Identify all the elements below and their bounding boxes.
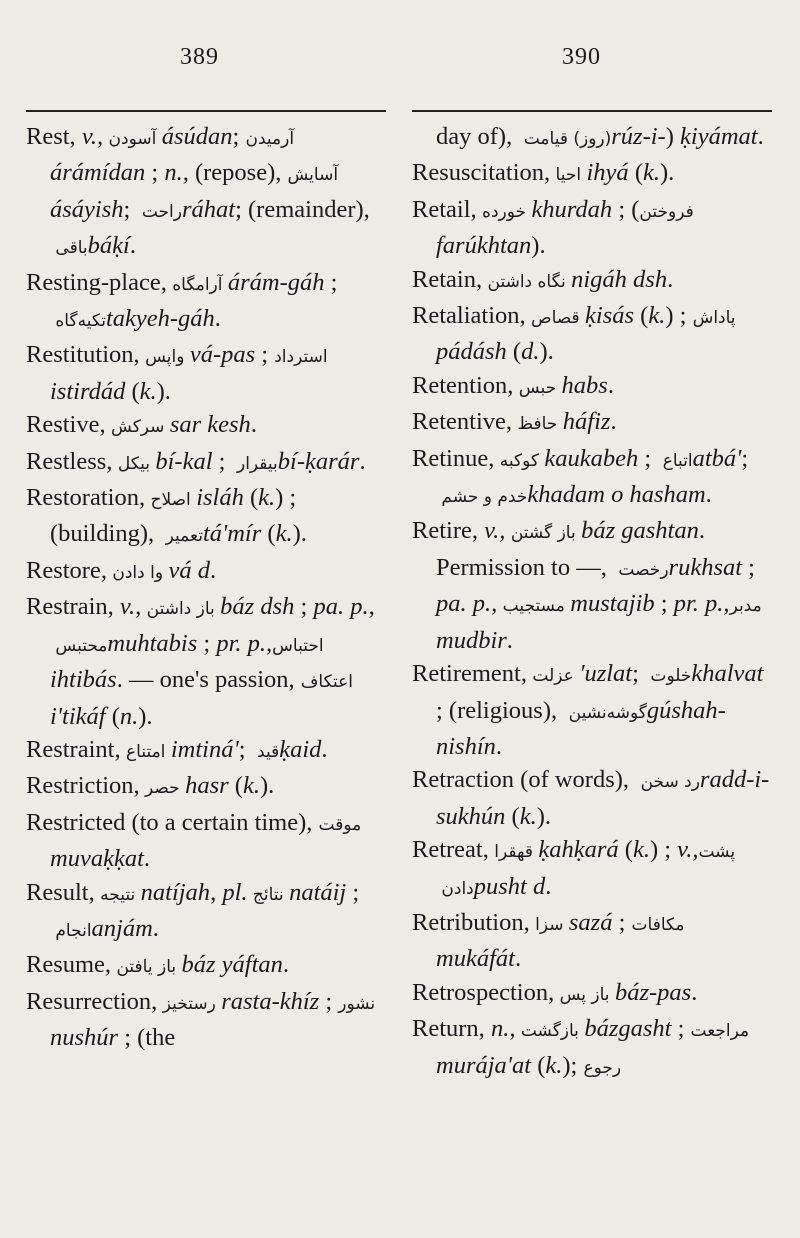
persian-script: تکیه‌گاه [50,311,106,332]
entry-text: ); [562,1051,584,1079]
transliteration: radd-i-sukhún [436,766,770,830]
entry-text: . [705,481,712,509]
transliteration: ḳiyámat [680,123,758,150]
entry-text: ( [243,484,259,512]
transliteration: d. [521,338,540,366]
entry-headword: Retail, [412,195,477,223]
entry-text: ; [638,444,658,472]
entry-text: . [282,951,290,979]
persian-script: بیکل [112,453,156,474]
entry-text: ). [659,159,675,187]
transliteration: ásáyish [50,195,124,223]
entry-headword: Retire, [412,517,478,545]
entry-text: . [667,265,674,293]
entry-text: (of words), [514,766,636,794]
transliteration: i'tikáf [50,702,106,730]
transliteration: ásúdan [161,123,233,150]
transliteration: k. [632,836,650,864]
entry-text: (to a certain time), [125,808,319,836]
persian-script: رجوع [583,1057,622,1078]
entry-text: day of), [436,123,519,150]
entry-text: ; [632,660,646,688]
entry-text: . — one's passion, [116,666,301,694]
entry-text: ; [319,987,339,1015]
dictionary-entry [26,876,388,949]
entry-headword: Retentive, [412,408,513,436]
entry-text: (repose), [188,159,288,187]
entry-headword: Resurrection, [26,987,158,1015]
persian-script: اعتکاف [300,672,353,693]
transliteration: pl. [222,878,248,906]
persian-script: باز یافتن [111,957,182,978]
transliteration: n., [484,1015,516,1043]
persian-script: پشت دادن [436,842,741,899]
transliteration: gúshah-nishín [436,696,726,760]
transliteration: sazá [568,908,613,936]
dictionary-entry [26,769,388,805]
persian-script: راحت [136,201,182,222]
persian-script: نشور [338,993,376,1014]
dictionary-entry [412,299,774,369]
entry-text: ( [125,377,140,405]
dictionary-entry [412,514,774,657]
transliteration: khadam o hasham [527,481,706,509]
entry-text: ; (remainder), [235,195,370,223]
header-rule-right [412,110,772,112]
dictionary-entry [412,906,774,976]
transliteration: bázgasht [584,1015,672,1043]
dictionary-entry [412,263,774,299]
persian-script: حافظ [512,414,563,435]
entry-text: . [506,626,513,654]
transliteration: sar kesh [169,411,251,439]
persian-script: باقی [50,238,88,259]
transliteration: k. [648,302,666,330]
entry-text: . [143,845,150,873]
persian-script: استرداد [274,347,328,368]
entry-text: . [214,305,221,333]
entry-text: ( [505,802,520,830]
transliteration: natáij [289,878,347,906]
dictionary-entry [26,948,388,984]
entry-text: ; [145,159,165,187]
transliteration: atbá' [692,444,742,472]
transliteration: k. [545,1051,563,1079]
entry-text: . [152,914,159,942]
persian-script: واپس [139,347,190,368]
entry-headword: Restrain, [26,593,114,621]
transliteration: bí-ḳarár [277,447,360,475]
dictionary-entry [26,590,388,733]
transliteration: mudbir [436,626,507,654]
right-column [412,120,774,1085]
persian-script: قیامت [518,129,568,149]
transliteration: takyeh-gáh [105,305,215,333]
entry-text: ). [539,338,554,366]
entry-headword: Resuscitation, [412,159,551,187]
entry-text: . [129,232,136,260]
persian-script: باز داشتن [141,599,221,620]
entry-text: ; [294,593,314,621]
entry-text: ( [531,1051,546,1079]
persian-script: مکافات [631,914,685,935]
transliteration: báz gashtan [581,517,699,545]
transliteration: khurdah [531,195,613,223]
persian-script: مستجیب [497,596,571,617]
persian-script: محتبس [50,635,108,656]
transliteration: muvaḳḳat [50,845,144,873]
persian-script: رخصت [612,559,669,580]
entry-text: ; [671,1015,691,1043]
entry-text: . [209,556,217,584]
transliteration: mukáfát [436,945,515,973]
transliteration: pádásh [436,338,507,366]
persian-script: قید [251,741,280,762]
entry-text: ( [105,702,120,730]
entry-headword: Result, [26,878,95,906]
persian-script: قصاص [525,308,586,329]
transliteration: vá d [168,556,210,584]
transliteration: imtiná' [170,735,239,763]
persian-script: سزا [529,914,569,935]
transliteration: ihtibás [50,666,117,694]
transliteration: k. [519,802,537,830]
persian-script: امتناع [120,741,171,762]
transliteration: tá'mír [202,520,262,548]
entry-text: ( [228,772,243,800]
persian-script: احیا [550,165,587,186]
entry-text: . [757,123,764,150]
dictionary-entry [26,408,388,444]
entry-text: ; [741,444,749,472]
persian-script: آرمیدن [245,129,295,149]
persian-script: تعمیر [160,526,203,547]
dictionary-entry [26,985,388,1055]
transliteration: ráhat [181,195,236,223]
transliteration: báz-pas [614,978,692,1006]
dictionary-entry [26,806,388,876]
transliteration: rúz-i- [611,123,666,150]
entry-headword: Resume, [26,951,112,979]
persian-script: نتیجه [94,884,141,905]
dictionary-entry [26,120,388,266]
transliteration: pr. p., [216,629,273,657]
dictionary-entry [412,405,774,441]
transliteration: muhtabis [107,629,198,657]
persian-script: خدم و حشم [436,487,528,508]
transliteration: v., [478,517,506,545]
persian-script: بیقرار [231,453,278,474]
entry-text: . [545,872,552,900]
transliteration: khalvat [691,660,764,688]
dictionary-entry [412,763,774,833]
entry-text: ). [138,702,153,730]
transliteration: nigáh dsh [571,265,668,293]
transliteration: báz dsh [220,593,295,621]
persian-script: سرکش [105,417,170,438]
transliteration: istirdád [50,377,126,405]
transliteration: ḳahḳará [538,836,619,864]
transliteration: hasr [185,772,229,800]
entry-text: . [495,732,503,760]
entry-headword: Retribution, [412,908,530,936]
transliteration: n. [119,702,139,730]
entry-headword: Retrospection, [412,978,555,1006]
persian-script: حصر [139,778,186,799]
entry-text: ) ; [665,302,693,330]
dictionary-entry [412,156,774,192]
persian-script: اصلاح [145,490,197,511]
entry-text: ; [742,553,755,581]
dictionary-entry [26,481,388,554]
dictionary-entry [26,266,388,339]
transliteration: kaukabeh [544,444,639,472]
dictionary-entry [26,733,388,769]
entry-text: ). [531,232,546,260]
entry-text: ; ( [612,195,640,223]
dictionary-entry [412,833,774,906]
entry-headword: Restitution, [26,341,140,369]
persian-script: موقت [318,814,362,835]
persian-script: خورده [476,201,532,222]
dictionary-entry [412,976,774,1012]
entry-headword: Restriction, [26,772,140,800]
entry-text: ; (the [118,1024,176,1052]
entry-text: , [210,878,223,906]
persian-script: فروختن [639,201,694,222]
transliteration: k. [275,520,293,548]
transliteration: rasta-khíz [221,987,320,1015]
entry-text: ) [665,123,681,150]
transliteration: 'uzlat [579,660,633,688]
entry-headword: Return, [412,1015,485,1043]
entry-text: . [691,978,698,1006]
entry-text: ; [232,123,246,150]
persian-script: باز گشتن [505,523,582,544]
entry-headword: Restive, [26,411,106,439]
dictionary-entry [26,554,388,590]
entry-text: . Permission to —, [436,517,705,581]
left-column [26,120,388,1055]
persian-script: اتباع [657,450,693,471]
transliteration: mustajib [570,590,655,618]
entry-text: . [514,945,522,973]
transliteration: vá-pas [189,341,256,369]
persian-script: کوکبه [494,450,545,471]
persian-script: نگاه داشتن [482,271,572,292]
transliteration: n., [164,159,189,187]
dictionary-entry [412,1012,774,1085]
entry-headword: Rest, [26,123,76,150]
page-number-right: 390 [562,44,601,70]
entry-headword: Restore, [26,556,107,584]
entry-text: ; [212,447,232,475]
entry-text: ; [612,908,632,936]
entry-headword: Retention, [412,371,514,399]
entry-headword: Retraction [412,766,515,794]
entry-headword: Retirement, [412,660,527,688]
entry-headword: Retaliation, [412,302,526,330]
transliteration: báz yáftan [181,951,283,979]
entry-text: ; [654,590,674,618]
entry-text: ( [628,159,643,187]
persian-script: قهقرا [488,842,539,863]
persian-script: پاداش [692,308,736,329]
page-number-left: 389 [180,44,219,70]
persian-script: مراجعت [690,1021,750,1042]
persian-script: آرامگاه [166,274,228,295]
transliteration: bí-kal [155,447,213,475]
entry-text: ). [536,802,552,830]
transliteration: pusht d [473,872,546,900]
persian-script: مدبر [729,596,768,617]
transliteration: anjám [91,914,153,942]
transliteration: báḳí [87,232,130,260]
entry-headword: Restricted [26,808,126,836]
entry-text: ; [324,268,338,296]
entry-text: ; [255,341,275,369]
persian-script: آسودن [103,129,162,149]
persian-script: خلوت [645,666,692,687]
persian-script: باز پس [554,984,615,1005]
transliteration: k. [242,772,260,800]
transliteration: farúkhtan [436,232,532,260]
persian-script: گوشه‌نشین [563,702,647,723]
entry-headword: Restless, [26,447,113,475]
transliteration: rukhsat [668,553,743,581]
entry-text: ) ; (building), [50,484,297,548]
entry-text: ; (religious), [436,696,564,724]
dictionary-entry [26,445,388,481]
dictionary-entry [412,193,774,263]
dictionary-entry [412,657,774,763]
transliteration: v., [75,123,104,150]
entry-text: ). [292,520,307,548]
transliteration: v., [677,836,699,864]
transliteration: natíjah [140,878,211,906]
transliteration: pa. p., [313,593,375,621]
transliteration: ḳaid [279,735,322,763]
dictionary-entry [412,369,774,405]
persian-script: آسایش [287,165,339,186]
entry-text: ( [261,520,276,548]
persian-script: عزلت [526,666,580,687]
persian-script: وا دادن [106,562,169,583]
transliteration: ihyá [586,159,629,187]
transliteration: v., [113,593,142,621]
entry-text: . [607,371,614,399]
transliteration: pr. p., [673,590,730,618]
transliteration: nushúr [50,1024,119,1052]
transliteration: ḳisás [585,302,635,330]
transliteration: árámídan [50,159,146,187]
persian-script: انجام [50,920,92,941]
entry-headword: Retinue, [412,444,495,472]
entry-text: . [359,447,366,475]
entry-text: ( [618,836,633,864]
dictionary-entry [412,442,774,515]
transliteration: k. [642,159,660,187]
entry-headword: Resting-place, [26,268,167,296]
entry-text: . [250,411,257,439]
entry-text: ; [346,878,360,906]
entry-text: ) ; [649,836,678,864]
header-rule-left [26,110,386,112]
transliteration: k. [139,377,157,405]
entry-text: ( [506,338,522,366]
persian-script: احتباس [272,635,329,656]
transliteration: árám-gáh [227,268,325,296]
entry-text: ; [123,195,137,223]
entry-headword: Restraint, [26,735,121,763]
entry-headword: Restoration, [26,484,146,512]
transliteration: k. [258,484,276,512]
entry-text: . [610,408,617,436]
persian-script: رد سخن [635,772,700,793]
persian-script: رستخیز [157,993,222,1014]
transliteration: háfiz [562,408,611,436]
entry-text: ; [197,629,217,657]
transliteration: habs [561,371,608,399]
entry-text: ). [259,772,275,800]
transliteration: murája'at [436,1051,532,1079]
persian-script: بازگشت [515,1021,585,1042]
transliteration: pa. p., [436,590,498,618]
entry-headword: Retain, [412,265,483,293]
entry-text: . [321,735,328,763]
dictionary-entry [26,338,388,408]
dictionary-entry [412,120,774,156]
entry-text: ( [634,302,649,330]
persian-script: حبس [513,377,562,398]
persian-script: (روز) [567,129,612,149]
persian-script: نتائج [247,884,290,905]
transliteration: isláh [196,484,244,512]
entry-text: ). [156,377,171,405]
entry-headword: Retreat, [412,836,489,864]
entry-text: ; [238,735,252,763]
